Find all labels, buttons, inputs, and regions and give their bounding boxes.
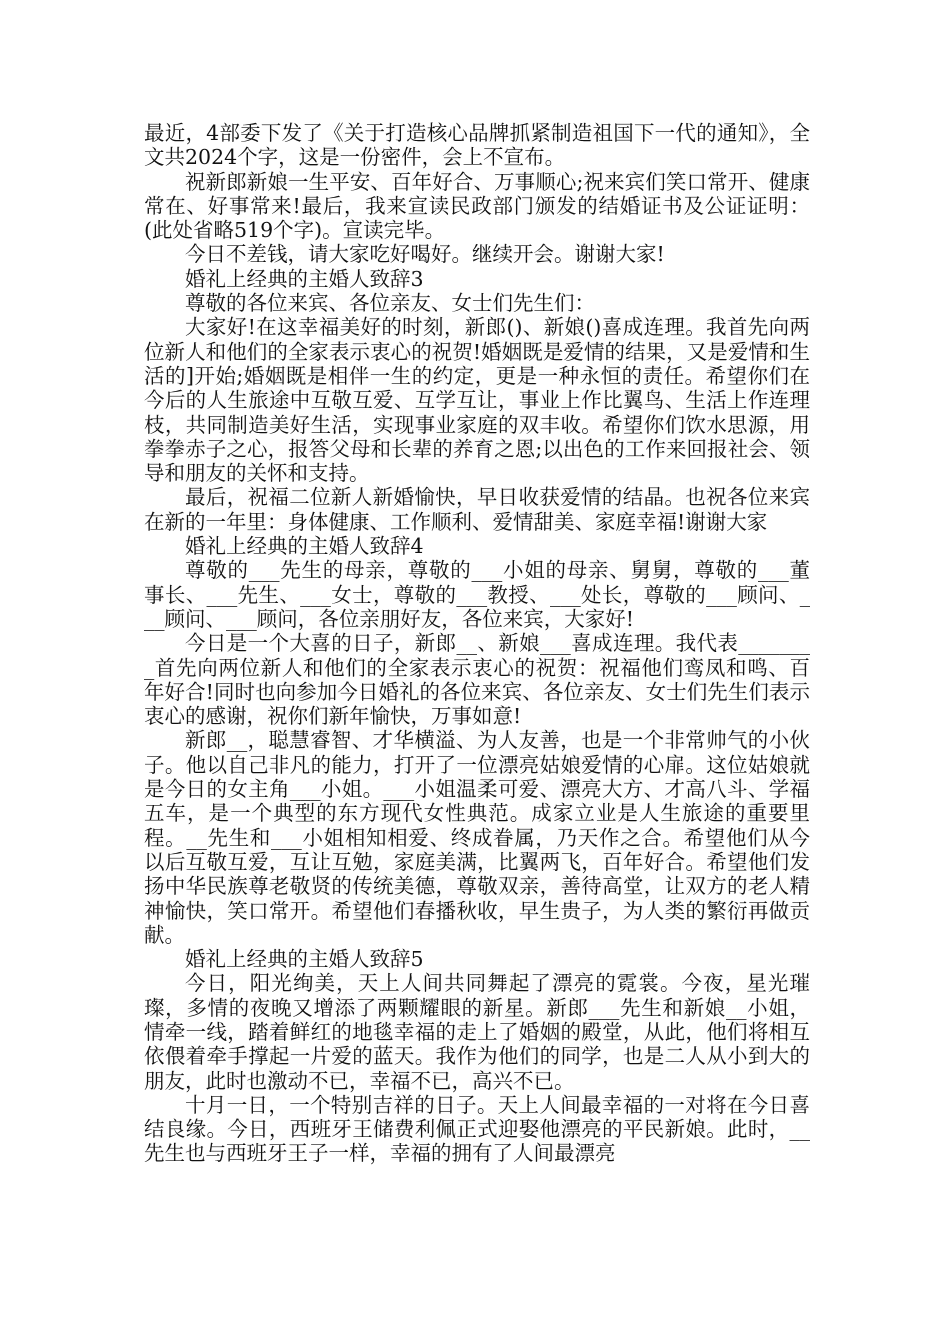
paragraph-3: 今日不差钱，请大家吃好喝好。继续开会。谢谢大家! [185, 242, 665, 267]
paragraph-2: 祝新郎新娘一生平安、百年好合、万事顺心;祝来宾们笑口常开、健康常在、好事常来!最后，我来宣读民政部门颁发的结婚证书及公证证明：(此处省略519个字)。宣读完毕。 [144, 169, 810, 243]
document-page [144, 121, 810, 1166]
salutation-3: 尊敬的各位来宾、各位亲友、女士们先生们： [185, 291, 595, 316]
paragraph-speech-5-opening: 今日，阳光绚美，天上人间共同舞起了漂亮的霓裳。今夜，星光璀璨，多情的夜晚又增添了两颗耀眼的新星。新郎___先生和新娘__小姐，情牵一线，踏着鲜红的地毯幸福的走上了婚姻的殿堂，从此，他们将相互依偎着牵手撑起一片爱的蓝天。我作为他们的同学，也是二人从小到大的朋友，此时也激动不已，幸福不已，高兴不已。 [144, 971, 810, 1093]
paragraph-speech-3-closing: 最后，祝福二位新人新婚愉快，早日收获爱情的结晶。也祝各位来宾在新的一年里：身体健康、工作顺利、爱情甜美、家庭幸福!谢谢大家 [144, 485, 810, 534]
paragraph-speech-4-body: 新郎__，聪慧睿智、才华横溢、为人友善，也是一个非常帅气的小伙子。他以自己非凡的能力，打开了一位漂亮姑娘爱情的心扉。这位姑娘就是今日的女主角___小姐。___小姐温柔可爱、漂亮大方、才高八斗、学福五车，是一个典型的东方现代女性典范。成家立业是人生旅途的重要里程。__先生和___小姐相知相爱、终成眷属，乃天作之合。希望他们从今以后互敬互爱，互让互勉，家庭美满，比翼两飞，百年好合。希望他们发扬中华民族尊老敬贤的传统美德，尊敬双亲，善待高堂，让双方的老人精神愉快，笑口常开。希望他们春播秋收，早生贵子，为人类的繁衍再做贡献。 [144, 728, 810, 947]
section-heading-4: 婚礼上经典的主婚人致辞4 [185, 534, 424, 559]
paragraph-speech-4-opening: 今日是一个大喜的日子，新郎__、新娘___喜成连理。我代表________首先向两位新人和他们的全家表示衷心的祝贺：祝福他们鸾凤和鸣、百年好合!同时也向参加今日婚礼的各位来宾、各位亲友、女士们先生们表示衷心的感谢，祝你们新年愉快，万事如意! [144, 631, 810, 729]
paragraph-speech-3-body: 大家好!在这幸福美好的时刻，新郎()、新娘()喜成连理。我首先向两位新人和他们的全家表示衷心的祝贺!婚姻既是爱情的结果，又是爱情和生活的]开始;婚姻既是相伴一生的约定，更是一种永恒的责任。希望你们在今后的人生旅途中互敬互爱、互学互让，事业上作比翼鸟、生活上作连理枝，共同制造美好生活，实现事业家庭的双丰收。希望你们饮水思源，用拳拳赤子之心，报答父母和长辈的养育之恩;以出色的工作来回报社会、领导和朋友的关怀和支持。 [144, 315, 810, 486]
section-heading-5: 婚礼上经典的主婚人致辞5 [185, 947, 424, 972]
paragraph-speech-5-body: 十月一日，一个特别吉祥的日子。天上人间最幸福的一对将在今日喜结良缘。今日，西班牙王储费利佩正式迎娶他漂亮的平民新娘。此时，__先生也与西班牙王子一样，幸福的拥有了人间最漂亮 [144, 1092, 810, 1166]
paragraph-1: 最近，4部委下发了《关于打造核心品牌抓紧制造祖国下一代的通知》，全文共2024个字，这是一份密件，会上不宣布。 [144, 121, 810, 170]
section-heading-3: 婚礼上经典的主婚人致辞3 [185, 266, 424, 291]
salutation-4: 尊敬的___先生的母亲，尊敬的___小姐的母亲、舅舅，尊敬的___董事长、___先生、___女士，尊敬的___教授、___处长，尊敬的___顾问、___顾问、___顾问，各位亲朋好友，各位来宾，大家好! [144, 558, 810, 631]
